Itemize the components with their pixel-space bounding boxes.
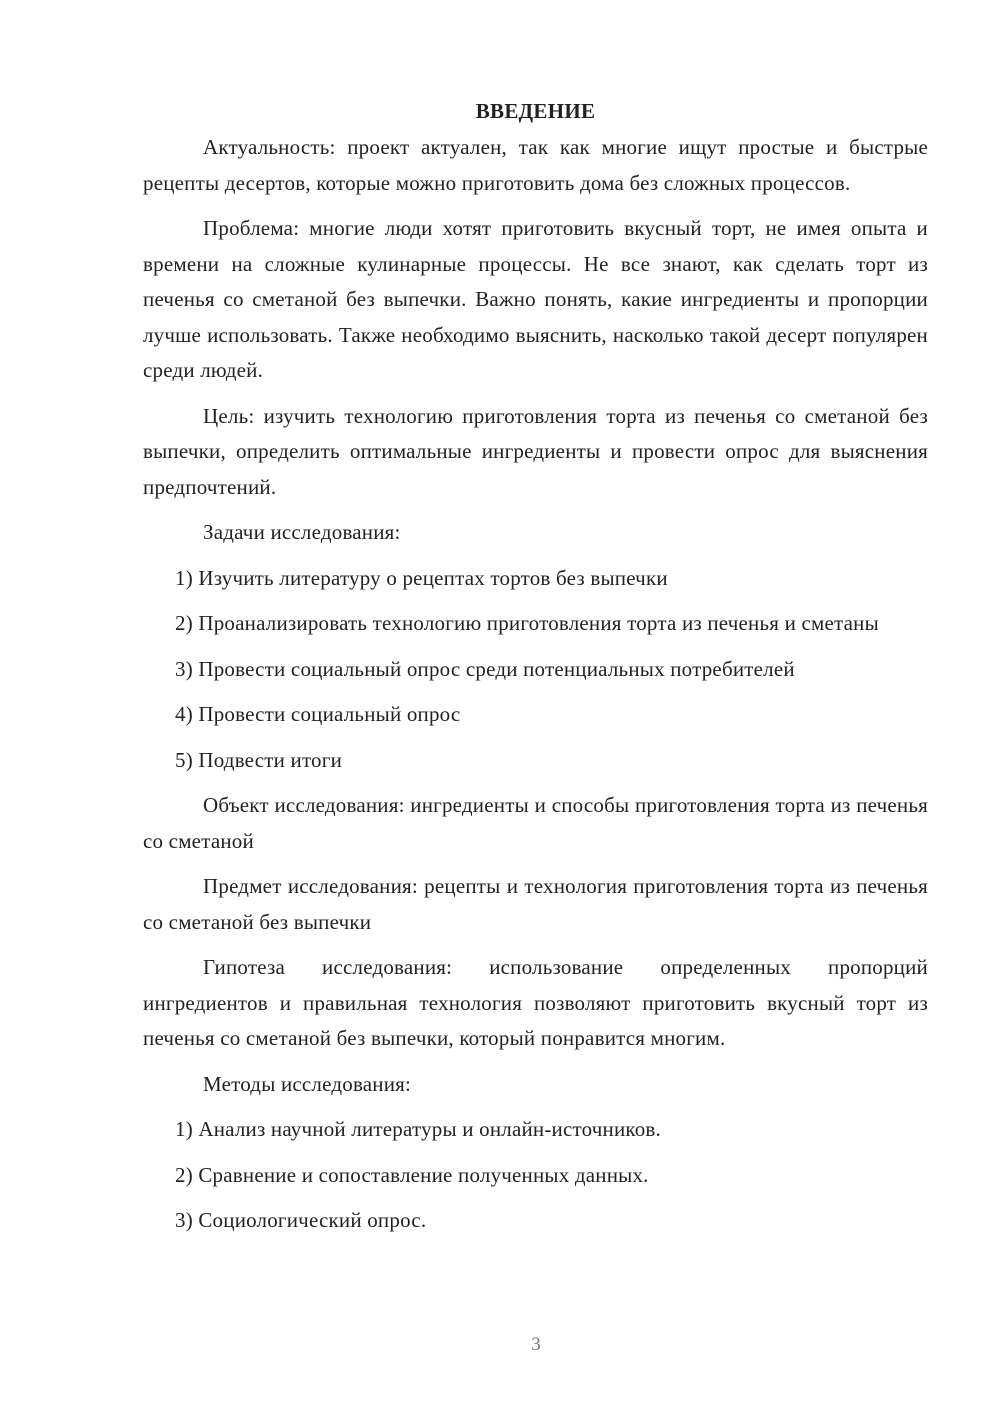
method-item: 3) Социологический опрос. (175, 1208, 427, 1232)
task-item: 4) Провести социальный опрос (175, 702, 461, 726)
paragraph-goal: Цель: изучить технологию приготовления торта из печенья со сметаной без выпечки, определить оптимальные ингредиенты и провести опрос для выяснения предпочтений. (143, 403, 928, 499)
paragraph-relevance: Актуальность: проект актуален, так как многие ищут простые и быстрые рецепты десертов, которые можно приготовить дома без сложных процессов. (143, 135, 928, 195)
paragraph-object: Объект исследования: ингредиенты и способы приготовления торта из печенья со сметаной (143, 793, 928, 853)
paragraph-hypothesis: Гипотеза исследования: использование определенных пропорций ингредиентов и правильная технология позволяют приготовить вкусный торт из печенья со сметаной без выпечки, который понравится многим. (143, 955, 928, 1050)
task-item: 1) Изучить литературу о рецептах тортов без выпечки (175, 565, 668, 590)
task-item: 3) Провести социальный опрос среди потенциальных потребителей (175, 656, 795, 681)
document-page (143, 96, 928, 1249)
page-title: ВВЕДЕНИЕ (475, 99, 596, 123)
task-item: 2) Проанализировать технологию приготовления торта из печенья и сметаны (175, 611, 879, 635)
task-item: 5) Подвести итоги (175, 747, 343, 772)
method-item: 2) Сравнение и сопоставление полученных данных. (175, 1162, 649, 1187)
paragraph-tasks-heading: Задачи исследования: (203, 520, 401, 544)
paragraph-subject: Предмет исследования: рецепты и технология приготовления торта из печенья со сметаной без выпечки (143, 874, 928, 934)
page-number: 3 (531, 1334, 541, 1355)
method-item: 1) Анализ научной литературы и онлайн-источников. (175, 1117, 662, 1141)
paragraph-methods-heading: Методы исследования: (203, 1071, 412, 1096)
paragraph-problem: Проблема: многие люди хотят приготовить вкусный торт, не имея опыта и времени на сложные кулинарные процессы. Не все знают, как сделать торт из печенья со сметаной без выпечки. Важно понять, какие ингредиенты и пропорции лучше использовать. Также необходимо выяснить, насколько такой десерт популярен среди людей. (143, 216, 928, 382)
